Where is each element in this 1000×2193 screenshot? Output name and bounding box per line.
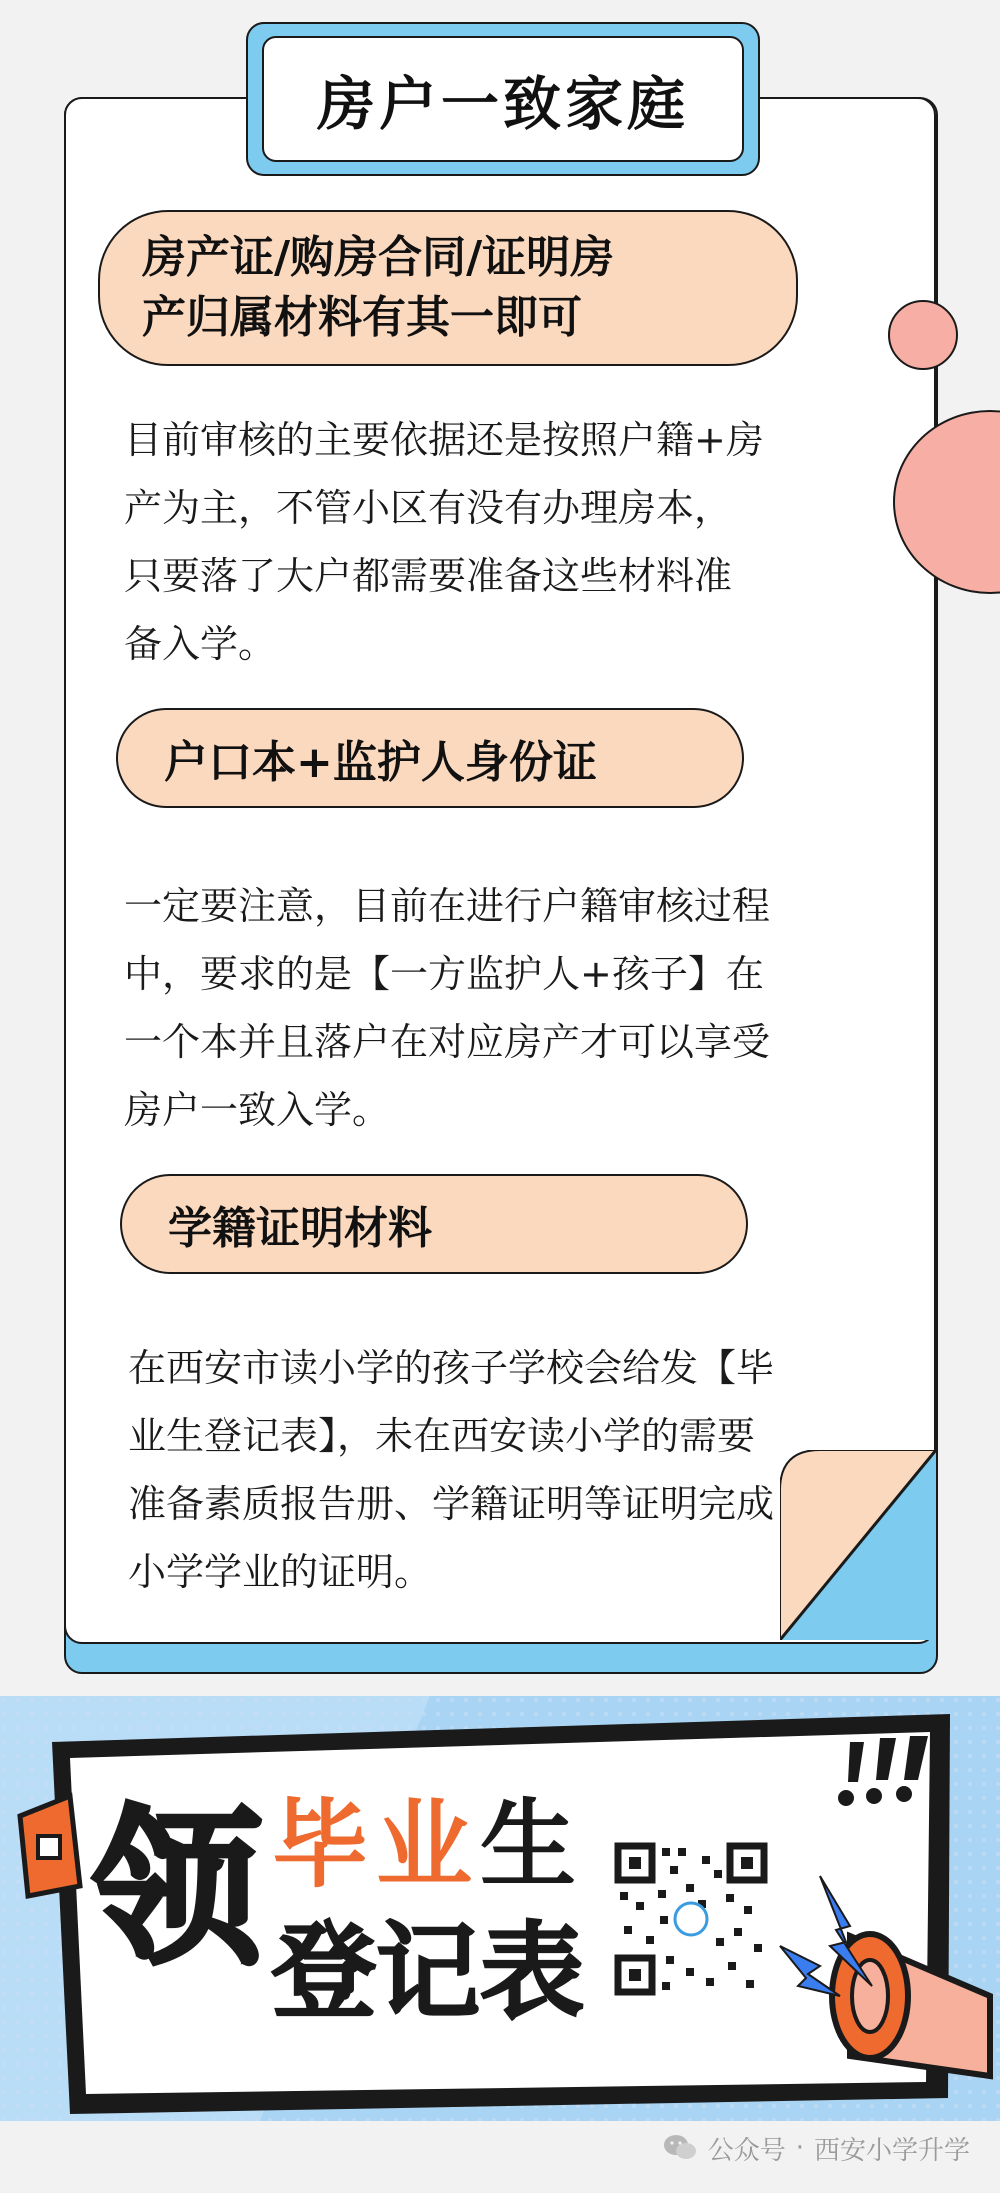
section-body-property: 目前审核的主要依据还是按照户籍+房 产为主，不管小区有没有办理房本， 只要落了大户都需要准备这些材料准 备入学。	[124, 418, 764, 666]
qr-code	[616, 1844, 766, 1994]
section-heading-property	[98, 210, 798, 366]
section-heading-text: 房产证/购房合同/证明房 产归属材料有其一即可	[142, 232, 615, 343]
section-heading-text: 户口本+监护人身份证	[164, 737, 597, 788]
promo-banner[interactable]	[0, 1696, 1000, 2121]
banner-char-ling: 领	[92, 1791, 263, 1989]
section-body-hukou: 一定要注意，目前在进行户籍审核过程 中，要求的是【一方监护人+孩子】在 一个本并且落户在对应房产才可以享受 房户一致入学。	[124, 884, 771, 1132]
footer-attribution	[662, 2128, 970, 2168]
section-heading-hukou	[116, 708, 744, 808]
banner-line2: 登记表	[272, 1911, 585, 2033]
section-heading-text: 学籍证明材料	[168, 1203, 432, 1254]
banner-char-sheng: 生	[480, 1789, 576, 1901]
decor-circle-small	[888, 300, 958, 370]
title-frame	[246, 22, 760, 176]
banner-char-ye: 业	[376, 1789, 472, 1901]
footer-separator: ·	[795, 2133, 804, 2163]
footer-account-name[interactable]: 西安小学升学	[813, 2135, 970, 2166]
page-title: 房户一致家庭	[262, 36, 744, 162]
section-body-enrollment: 在西安市读小学的孩子学校会给发【毕 业生登记表】，未在西安读小学的需要 准备素质报告册、学籍证明等证明完成 小学学业的证明。	[128, 1346, 775, 1594]
page-fold-corner	[780, 1450, 936, 1640]
section-heading-enrollment	[120, 1174, 748, 1274]
banner-char-bi: 毕	[272, 1789, 368, 1901]
wechat-icon	[662, 2133, 698, 2163]
megaphone-left-icon	[20, 1796, 80, 1896]
footer-account-label: 公众号	[707, 2135, 786, 2166]
